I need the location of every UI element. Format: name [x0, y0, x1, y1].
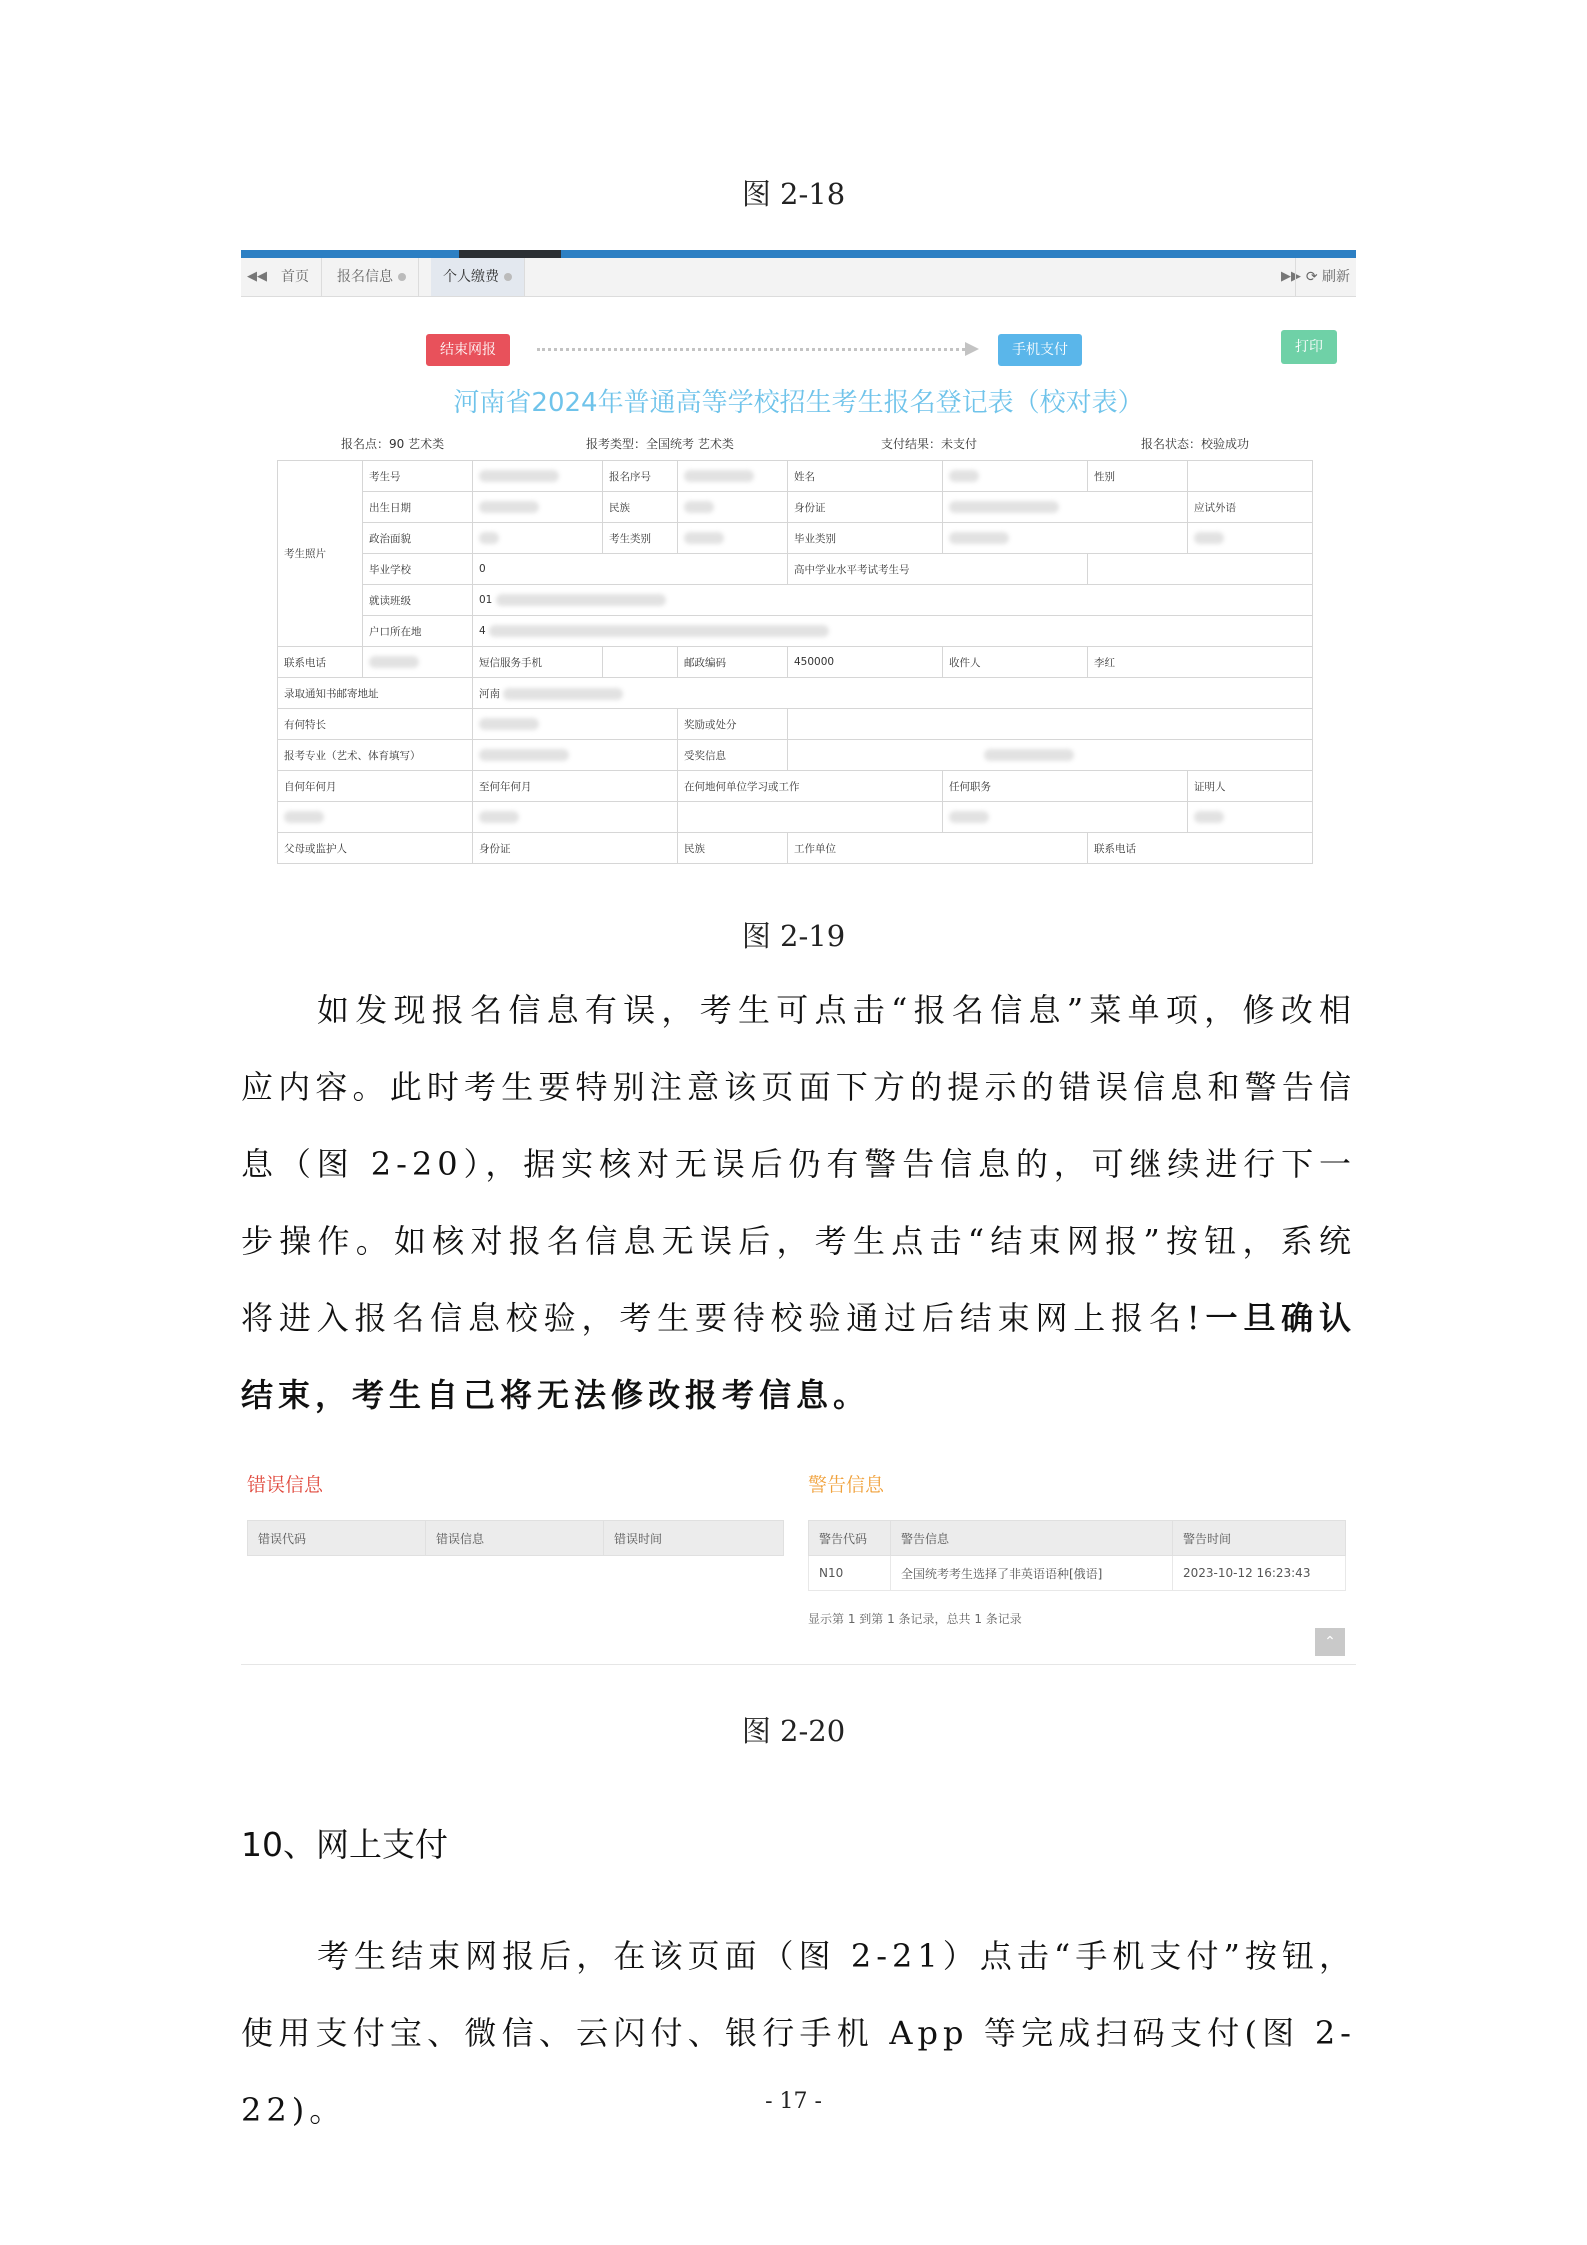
back-to-top-button[interactable]: ⌃ — [1315, 1628, 1345, 1656]
section-heading: 10、网上支付 — [241, 1825, 448, 1864]
info-status: 报名状态：校验成功 — [1141, 437, 1250, 451]
scroll-right-icon[interactable]: ▶▶ — [1281, 269, 1301, 284]
warning-info-title: 警告信息 — [808, 1474, 885, 1496]
tab-payment[interactable]: 个人缴费 — [431, 258, 525, 296]
tab-register-info[interactable]: 报名信息 — [325, 258, 419, 296]
close-icon[interactable] — [504, 273, 512, 281]
end-registration-button[interactable]: 结束网报 — [426, 334, 510, 366]
tab-bar — [241, 258, 1356, 297]
caption-fig-2-18: 图 2-18 — [741, 177, 846, 211]
caption-fig-2-19: 图 2-19 — [741, 919, 846, 953]
refresh-icon: ⟳ — [1305, 269, 1318, 285]
info-site: 报名点：90 艺术类 — [341, 437, 445, 451]
scroll-left-icon[interactable]: ◀◀ — [247, 269, 267, 284]
body-paragraph: 如发现报名信息有误，考生可点击“报名信息”菜单项，修改相应内容。此时考生要特别注意该页面下方的提示的错误信息和警告信息（图 2-20），据实核对无误后仍有警告信息的，可继续进行下一步操作。如核对报名信息无误后，考生点击“结束网报”按钮，系统将进入报名信息校验，考生要待校验通过后结束网上报名!一旦确认结束，考生自己将无法修改报考信息。 — [241, 991, 1356, 1414]
error-table: 错误代码 错误信息 错误时间 — [247, 1520, 784, 1556]
warning-table: 警告代码 警告信息 警告时间 N10 全国统考考生选择了非英语语种[俄语] 2023-10-12 16:23:43 — [808, 1520, 1346, 1591]
info-exam-type: 报考类型：全国统考 艺术类 — [586, 437, 734, 451]
tab-home[interactable]: 首页 — [269, 258, 322, 296]
mobile-pay-button[interactable]: 手机支付 — [998, 334, 1082, 366]
progress-line — [537, 348, 965, 351]
section-paragraph: 考生结束网报后，在该页面（图 2-21）点击“手机支付”按钮，使用支付宝、微信、云闪付、银行手机 App 等完成扫码支付(图 2-22)。 — [241, 1937, 1356, 2129]
arrow-right-icon — [965, 342, 979, 356]
form-title: 河南省2024年普通高等学校招生考生报名登记表（校对表） — [453, 388, 1144, 418]
info-pay-result: 支付结果：未支付 — [881, 437, 978, 451]
figure-2-20-screenshot — [241, 1462, 1356, 1662]
top-bar — [241, 250, 1356, 258]
close-icon[interactable] — [398, 273, 406, 281]
caption-fig-2-20: 图 2-20 — [741, 1714, 846, 1748]
refresh-button[interactable]: ⟳ 刷新 — [1295, 258, 1354, 296]
print-button[interactable]: 打印 — [1281, 330, 1337, 364]
figure-2-19-screenshot — [241, 250, 1356, 870]
table-row: N10 全国统考考生选择了非英语语种[俄语] 2023-10-12 16:23:43 — [809, 1556, 1346, 1591]
error-info-title: 错误信息 — [247, 1474, 324, 1496]
registration-table: 考生照片 考生号 报名序号 姓名 性别 出生日期 民族 身份证 应试外语 政治面貌 考生类别 毕业类别 毕业学校 0 高中学业水平考试考生号 就读班级 01 户口所在地 4 联系电话 短信服务手机 邮政编码 450000 收件人 李红 录取通知书邮寄地址 河南 有何特长 奖励或处分 报考专业（艺术、体育填写） 受奖信息 自何年何月 至何年何月 在何地何单位学习或工作 任何职务 证明人 父母或监护人 身份证 民族 工作单位 联系电话 — [277, 460, 1313, 864]
photo-cell: 考生照片 — [278, 461, 363, 647]
pagination-info: 显示第 1 到第 1 条记录，总共 1 条记录 — [808, 1612, 1022, 1626]
page-number: - 17 - — [765, 2089, 822, 2114]
